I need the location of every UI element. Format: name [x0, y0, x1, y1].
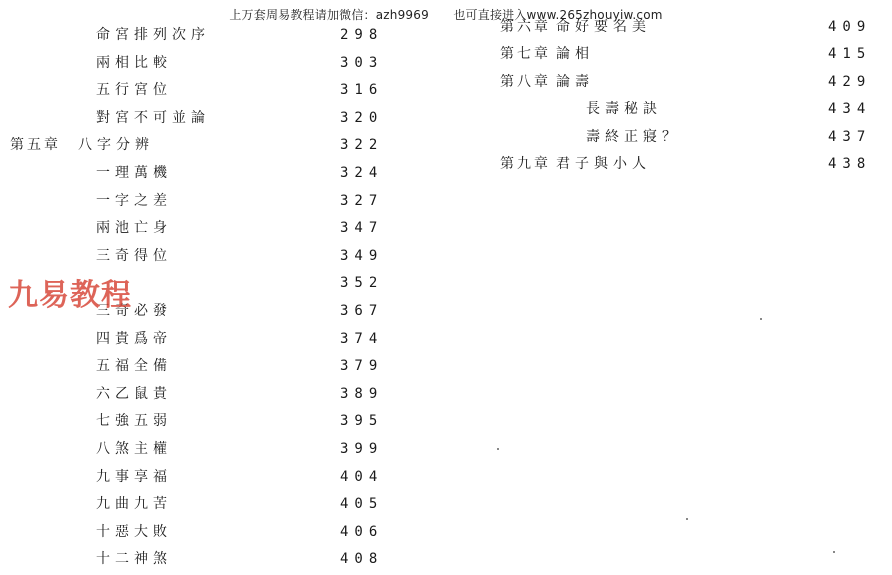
toc-entry [0, 548, 892, 570]
entry-title: 論相 [556, 46, 594, 63]
page-number: 389 [340, 385, 384, 402]
entry-title: 十惡大敗 [96, 523, 172, 540]
entry-title: 命宮排列次序 [96, 27, 210, 43]
chapter-label: 第八章 [500, 73, 551, 90]
page-number: 405 [340, 496, 384, 513]
toc-entry [0, 153, 892, 175]
scan-speck [686, 518, 688, 520]
toc-entry [0, 410, 892, 432]
page-number: 406 [340, 523, 384, 540]
page-number: 303 [340, 54, 384, 71]
page-number: 438 [828, 156, 872, 172]
page-number: 347 [340, 220, 384, 237]
toc-entry [0, 190, 892, 212]
toc-entry [0, 493, 892, 515]
entry-title: 壽終正寢？ [586, 128, 681, 145]
entry-title: 九事享福 [96, 468, 172, 485]
toc-entry [0, 98, 892, 120]
toc-entry [0, 16, 892, 38]
chapter-label: 第七章 [500, 46, 551, 63]
entry-title: 一理萬機 [96, 165, 172, 181]
toc-entry [0, 245, 892, 267]
entry-title: 三奇必發 [96, 303, 172, 319]
toc-entry [0, 438, 892, 460]
page-number: 298 [340, 27, 384, 43]
entry-title: 七強五弱 [96, 413, 172, 430]
page-number: 408 [340, 551, 384, 568]
page-number: 415 [828, 46, 872, 63]
page-number: 374 [340, 330, 384, 347]
entry-title: 十二神煞 [96, 551, 172, 568]
entry-title: 六乙鼠貴 [96, 385, 172, 402]
entry-title: 八煞主權 [96, 441, 172, 457]
entry-title: 論壽 [556, 73, 594, 90]
page-number: 352 [340, 275, 384, 292]
page-number: 404 [340, 468, 384, 485]
toc-entry [0, 217, 892, 239]
entry-title: 長壽秘訣 [586, 101, 662, 118]
page-number: 327 [340, 192, 384, 209]
chapter-label: 第九章 [500, 156, 551, 172]
page-header-banner: 上万套周易教程请加微信：azh9969 也可直接进入www.265zhouyiw.com [229, 8, 663, 22]
toc-entry [0, 272, 892, 294]
scan-speck [760, 318, 762, 320]
page-number: 367 [340, 303, 384, 319]
chapter-label: 第五章 [10, 137, 61, 154]
toc-entry [0, 328, 892, 350]
page-number: 322 [340, 137, 384, 154]
toc-entry [0, 126, 892, 148]
entry-title: 命好要名美 [556, 19, 651, 35]
entry-title: 四貴爲帝 [96, 330, 172, 347]
page-number: 379 [340, 358, 384, 375]
page-number: 437 [828, 128, 872, 145]
page-number: 429 [828, 73, 872, 90]
watermark-logo: 九易教程 [8, 278, 132, 313]
page-number: 409 [828, 19, 872, 35]
page-number: 399 [340, 441, 384, 457]
chapter-label: 第六章 [500, 19, 551, 35]
entry-title: 兩相比較 [96, 54, 172, 71]
toc-entry [0, 383, 892, 405]
toc-entry [0, 466, 892, 488]
toc-entry [0, 71, 892, 93]
entry-title: 八字分辨 [78, 137, 154, 154]
entry-title: 一字之差 [96, 192, 172, 209]
scan-speck [497, 448, 499, 450]
page-number: 434 [828, 101, 872, 118]
toc-entry [0, 521, 892, 543]
page-number: 320 [340, 109, 384, 126]
toc-entry [0, 300, 892, 322]
page-number: 316 [340, 82, 384, 99]
entry-title: 三奇得位 [96, 247, 172, 264]
toc-entry [0, 355, 892, 377]
entry-title: 兩池亡身 [96, 220, 172, 237]
entry-title: 九曲九苦 [96, 496, 172, 513]
entry-title: 對宮不可並論 [96, 109, 210, 126]
page-number: 395 [340, 413, 384, 430]
scan-speck [833, 551, 835, 553]
toc-entry [0, 43, 892, 65]
page-number: 324 [340, 165, 384, 181]
entry-title: 君子與小人 [556, 156, 651, 172]
entry-title: 五行宮位 [96, 82, 172, 99]
page-number: 349 [340, 247, 384, 264]
entry-title: 五福全備 [96, 358, 172, 375]
